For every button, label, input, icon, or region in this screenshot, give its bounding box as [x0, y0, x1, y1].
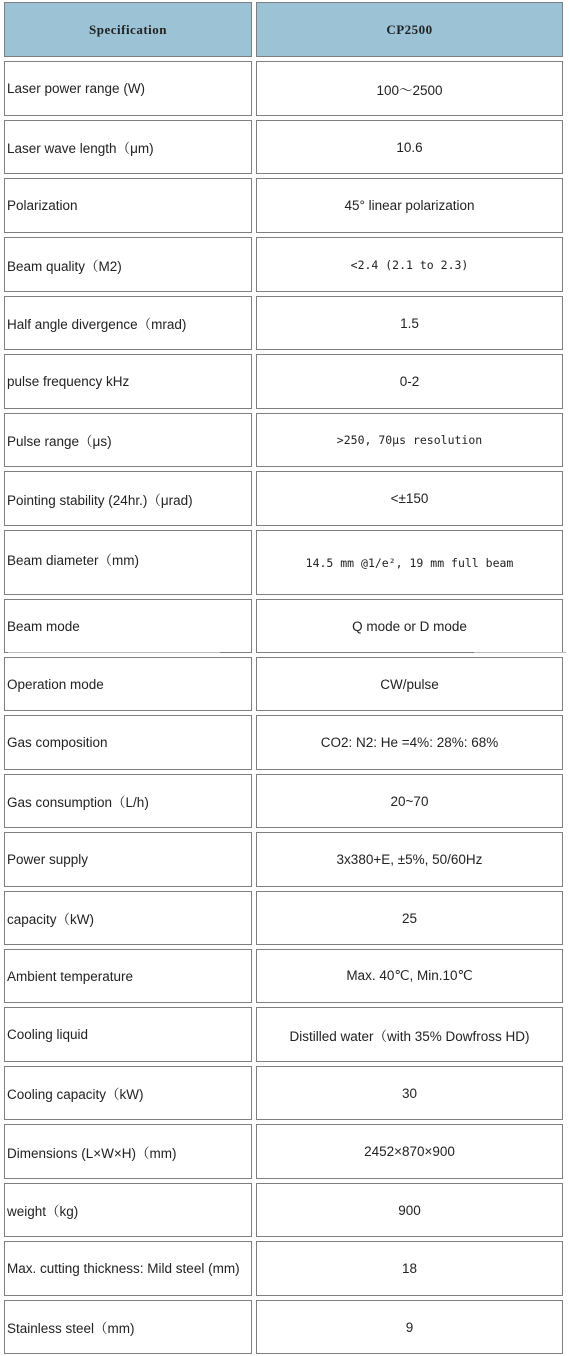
- table-row: [0, 176, 570, 235]
- spec-label: Ambient temperature: [4, 949, 252, 1003]
- table-row: [0, 294, 570, 352]
- table-row: [0, 469, 570, 528]
- spec-value: 10.6: [256, 120, 563, 174]
- table-row: [0, 713, 570, 772]
- table-row: [0, 597, 570, 655]
- spec-label: Beam mode: [4, 599, 252, 653]
- header-specification: Specification: [4, 2, 252, 57]
- divider-line: [8, 652, 220, 653]
- table-row: [0, 830, 570, 889]
- table-row: [0, 352, 570, 411]
- table-row: [0, 528, 570, 597]
- table-row: [0, 947, 570, 1005]
- spec-label: Laser power range (W): [4, 61, 252, 116]
- table-row: [0, 411, 570, 469]
- spec-value: >250, 70μs resolution: [256, 413, 563, 467]
- spec-value: 2452×870×900: [256, 1124, 563, 1179]
- spec-value: 1.5: [256, 296, 563, 350]
- table-row: [0, 1122, 570, 1181]
- spec-value: 100～2500: [256, 61, 563, 116]
- spec-label: Cooling capacity（kW): [4, 1066, 252, 1120]
- table-row: [0, 1005, 570, 1064]
- spec-value: 45° linear polarization: [256, 178, 563, 233]
- spec-label: Max. cutting thickness: Mild steel (mm): [4, 1241, 252, 1296]
- spec-label: pulse frequency kHz: [4, 354, 252, 409]
- spec-label: Half angle divergence（mrad): [4, 296, 252, 350]
- table-row: [0, 59, 570, 118]
- spec-label: capacity（kW): [4, 891, 252, 945]
- spec-label: weight（kg): [4, 1183, 252, 1237]
- spec-value: Distilled water（with 35% Dowfross HD): [256, 1007, 563, 1062]
- spec-label: Pointing stability (24hr.)（μrad): [4, 471, 252, 526]
- spec-value: 900: [256, 1183, 563, 1237]
- spec-value: 18: [256, 1241, 563, 1296]
- table-row: [0, 889, 570, 947]
- table-row: [0, 655, 570, 713]
- spec-value: 9: [256, 1300, 563, 1354]
- spec-label: Dimensions (L×W×H)（mm): [4, 1124, 252, 1179]
- table-row: [0, 772, 570, 830]
- spec-label: Gas composition: [4, 715, 252, 770]
- spec-value: CW/pulse: [256, 657, 563, 711]
- table-row: [0, 1239, 570, 1298]
- spec-value: 3x380+E, ±5%, 50/60Hz: [256, 832, 563, 887]
- spec-value: 14.5 mm @1/e², 19 mm full beam: [256, 530, 563, 595]
- spec-label: Laser wave length（μm): [4, 120, 252, 174]
- spec-label: Gas consumption（L/h): [4, 774, 252, 828]
- spec-label: Beam diameter（mm): [4, 530, 252, 595]
- spec-value: <±150: [256, 471, 563, 526]
- spec-value: CO2: N2: He =4%: 28%: 68%: [256, 715, 563, 770]
- spec-label: Stainless steel（mm): [4, 1300, 252, 1354]
- header-model: CP2500: [256, 2, 563, 57]
- spec-label: Beam quality（M2): [4, 237, 252, 292]
- table-row: [0, 235, 570, 294]
- divider-line: [474, 652, 566, 653]
- spec-label: Operation mode: [4, 657, 252, 711]
- spec-value: Max. 40℃, Min.10℃: [256, 949, 563, 1003]
- spec-value: Q mode or D mode: [256, 599, 563, 653]
- spec-value: 20~70: [256, 774, 563, 828]
- table-header: [0, 0, 570, 59]
- spec-label: Polarization: [4, 178, 252, 233]
- spec-label: Cooling liquid: [4, 1007, 252, 1062]
- table-row: [0, 1181, 570, 1239]
- spec-value: 25: [256, 891, 563, 945]
- spec-label: Power supply: [4, 832, 252, 887]
- spec-label: Pulse range（μs): [4, 413, 252, 467]
- table-row: [0, 1298, 570, 1356]
- spec-value: 0-2: [256, 354, 563, 409]
- spec-value: <2.4 (2.1 to 2.3): [256, 237, 563, 292]
- table-row: [0, 118, 570, 176]
- spec-value: 30: [256, 1066, 563, 1120]
- table-row: [0, 1064, 570, 1122]
